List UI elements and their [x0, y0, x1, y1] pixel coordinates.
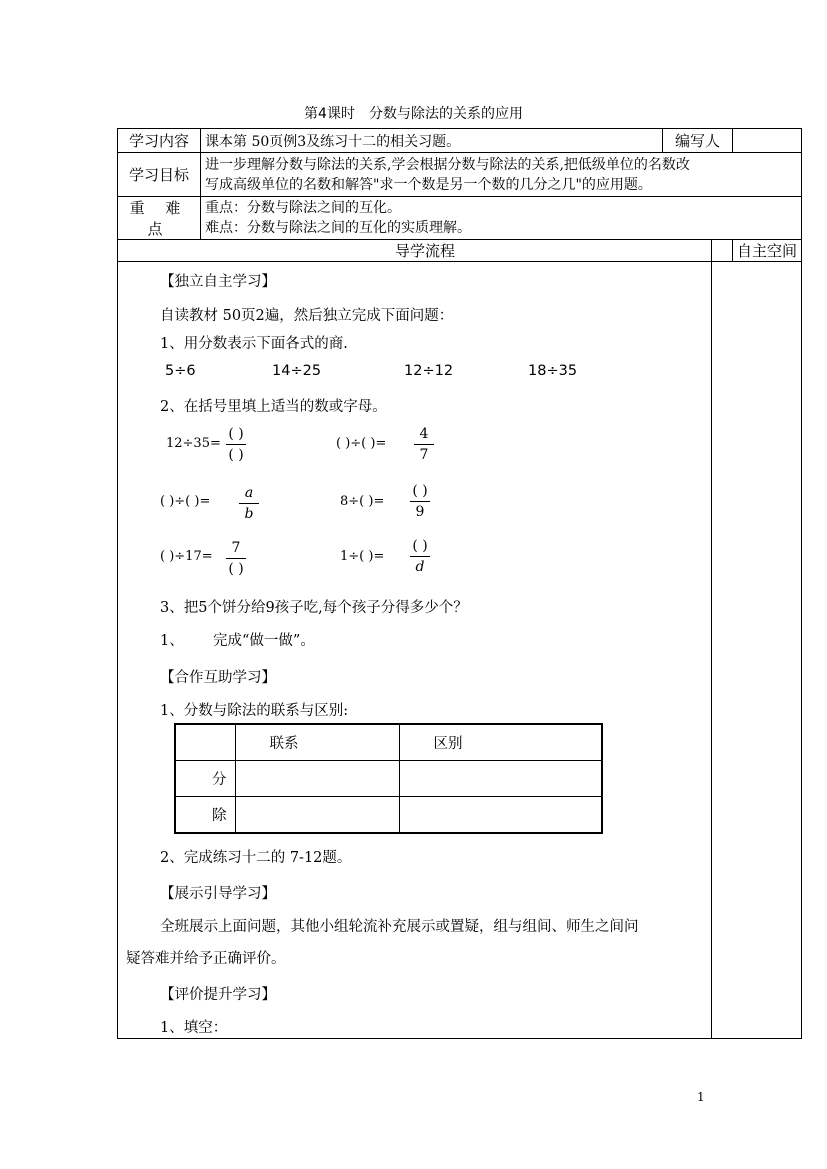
goal-line-2: 写成高级单位的名数和解答"求一个数是另一个数的几分之几"的应用题。	[205, 176, 652, 193]
editor-label: 编写人	[663, 129, 733, 153]
fill-f-expression: 1÷( )=	[340, 549, 385, 564]
fill-d-fraction	[410, 482, 430, 521]
section-heading-presentation: 【展示引导学习】	[160, 886, 276, 902]
question-4-number: 1、	[160, 633, 184, 649]
frame-bottom-border	[117, 1038, 802, 1039]
section2-question-1: 1、分数与除法的联系与区别:	[160, 703, 349, 719]
fill-a-numerator: ( )	[228, 426, 244, 442]
fraction-bar	[226, 444, 246, 445]
fill-f-fraction	[410, 537, 430, 576]
fill-c-denominator: b	[244, 506, 254, 522]
fraction-bar	[226, 558, 246, 559]
content-label: 学习内容	[118, 129, 201, 153]
table-cell	[399, 761, 602, 797]
table-header-difference: 区别	[399, 724, 602, 761]
division-item-2: 14÷25	[272, 363, 322, 379]
comparison-table	[174, 723, 603, 834]
question-2: 2、在括号里填上适当的数或字母。	[160, 399, 387, 415]
section2-question-2: 2、完成练习十二的 7-12题。	[160, 850, 352, 866]
table-header-link: 联系	[235, 724, 399, 761]
fill-a-expression: 12÷35=	[166, 436, 221, 451]
key-points-text	[201, 197, 802, 240]
table-corner	[175, 724, 235, 761]
page-title	[0, 103, 827, 123]
key-point-line-2: 难点：分数与除法之间的互化的实质理解。	[205, 220, 471, 236]
fill-c-expression: ( )÷( )=	[160, 494, 211, 509]
key-points-label: 重 难 点	[118, 197, 201, 240]
section-heading-independent: 【独立自主学习】	[160, 274, 276, 290]
fill-d-denominator: 9	[415, 504, 425, 520]
table-row-label: 分	[175, 761, 235, 797]
fill-e-numerator: 7	[231, 540, 241, 556]
section-heading-evaluation: 【评价提升学习】	[160, 987, 276, 1003]
key-point-line-1: 重点：分数与除法之间的互化。	[205, 200, 401, 216]
fill-e-denominator: ( )	[228, 561, 244, 577]
goal-text	[201, 153, 802, 197]
section4-question-1: 1、填空：	[160, 1020, 228, 1036]
fill-a-fraction	[226, 425, 246, 464]
lesson-topic: 分数与除法的关系的应用	[368, 106, 523, 122]
fill-d-expression: 8÷( )=	[340, 494, 385, 509]
table-row-label: 除	[175, 797, 235, 834]
question-4-text: 完成“做一做”。	[213, 633, 315, 649]
fill-b-fraction	[414, 425, 434, 464]
flow-label: 导学流程	[118, 240, 733, 262]
section3-line-1: 全班展示上面问题，其他小组轮流补充展示或置疑，组与组间、师生之间问	[160, 919, 639, 935]
fraction-bar	[410, 556, 430, 557]
fraction-bar	[410, 501, 430, 502]
fill-a-denominator: ( )	[228, 447, 244, 463]
section1-intro: 自读教材 50页2遍，然后独立完成下面问题：	[160, 308, 454, 324]
fill-f-numerator: ( )	[412, 538, 428, 554]
fraction-bar	[414, 444, 434, 445]
section3-line-2: 疑答难并给予正确评价。	[126, 951, 286, 967]
content-value: 课本第 50页例3及练习十二的相关习题。	[201, 129, 663, 153]
division-item-4: 18÷35	[528, 363, 578, 379]
goal-line-1: 进一步理解分数与除法的关系,学会根据分数与除法的关系,把低级单位的名数改	[205, 156, 690, 173]
table-cell	[235, 797, 399, 834]
fill-c-fraction	[239, 484, 259, 523]
fill-c-numerator: a	[244, 485, 254, 501]
lesson-header-table	[117, 128, 802, 262]
table-cell	[235, 761, 399, 797]
question-3: 3、把5个饼分给9孩子吃,每个孩子分得多少个？	[160, 600, 468, 616]
division-item-3: 12÷12	[404, 363, 454, 379]
division-item-1: 5÷6	[165, 363, 196, 379]
table-cell	[399, 797, 602, 834]
frame-column-divider	[711, 240, 712, 1039]
fill-b-numerator: 4	[419, 426, 429, 442]
goal-label: 学习目标	[118, 153, 201, 197]
fill-f-denominator: d	[415, 559, 425, 575]
frame-right-border	[801, 240, 802, 1039]
frame-left-border	[117, 261, 118, 1039]
fill-b-denominator: 7	[419, 447, 429, 463]
question-1: 1、用分数表示下面各式的商.	[160, 336, 348, 352]
lesson-number: 第4课时	[304, 106, 355, 122]
page-number: 1	[697, 1090, 705, 1104]
space-label: 自主空间	[733, 240, 802, 262]
editor-value	[733, 129, 802, 153]
fraction-bar	[239, 503, 259, 504]
section-heading-cooperative: 【合作互助学习】	[160, 670, 276, 686]
fill-b-expression: ( )÷( )=	[336, 436, 387, 451]
fill-d-numerator: ( )	[412, 483, 428, 499]
fill-e-fraction	[226, 539, 246, 578]
fill-e-expression: ( )÷17=	[160, 549, 213, 564]
